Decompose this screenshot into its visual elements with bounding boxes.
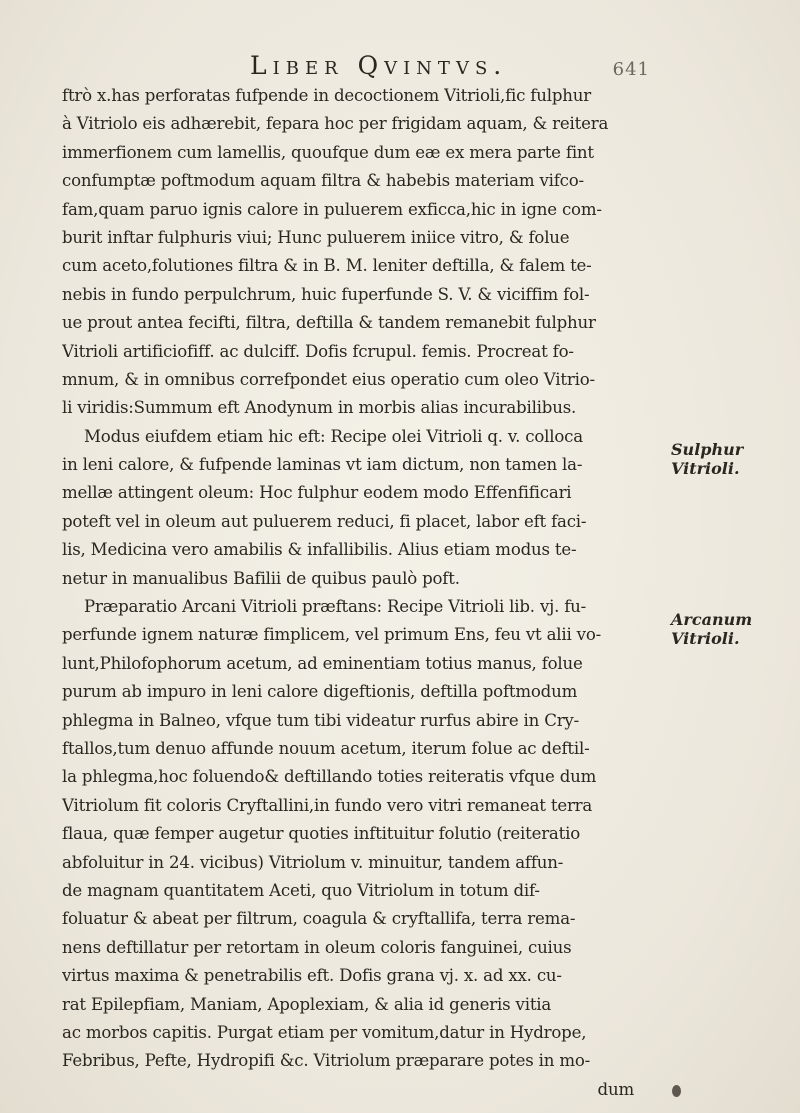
text-line: lunt,Philofophorum acetum, ad eminentiam totius manus, folue bbox=[62, 653, 583, 673]
text-line: flaua, quæ femper augetur quoties inftituitur folutio (reiteratio bbox=[62, 824, 580, 844]
text-line: cum aceto,folutiones filtra & in B. M. leniter deftilla, & falem te- bbox=[62, 256, 592, 276]
margin-note-arcanum: Arcanum Vitrioli. bbox=[671, 610, 753, 648]
ink-stain bbox=[672, 1085, 681, 1097]
body-text bbox=[62, 82, 662, 1104]
page-number: 641 bbox=[612, 59, 650, 80]
text-line: confumptæ poftmodum aquam filtra & habebis materiam vifco- bbox=[62, 171, 584, 191]
text-line: in leni calore, & fufpende laminas vt iam dictum, non tamen la- bbox=[62, 455, 583, 475]
text-line: nens deftillatur per retortam in oleum coloris fanguinei, cuius bbox=[62, 937, 572, 957]
text-line: netur in manualibus Bafilii de quibus paulò poft. bbox=[62, 568, 460, 588]
text-line: ftrò x.has perforatas fufpende in decoctionem Vitrioli,fic fulphur bbox=[62, 86, 591, 105]
text-line: li viridis:Summum eft Anodynum in morbis alias incurabilibus. bbox=[62, 398, 577, 418]
text-line: Febribus, Pefte, Hydropifi &c. Vitriolum præparare potes in mo- bbox=[62, 1051, 591, 1071]
margin-note-sulphur: Sulphur Vitrioli. bbox=[671, 440, 744, 478]
page-header bbox=[250, 44, 650, 80]
text-line: poteft vel in oleum aut puluerem reduci, fi placet, labor eft faci- bbox=[62, 511, 587, 531]
text-line: de magnam quantitatem Aceti, quo Vitriolum in totum dif- bbox=[62, 880, 540, 900]
text-line: virtus maxima & penetrabilis eft. Dofis grana vj. x. ad xx. cu- bbox=[62, 966, 562, 986]
text-line: purum ab impuro in leni calore digeftionis, deftilla poftmodum bbox=[62, 682, 578, 702]
text-line: la phlegma,hoc foluendo& deftillando toties reiteratis vfque dum bbox=[62, 767, 597, 787]
text-line: Vitrioli artificiofiff. ac dulciff. Dofis fcrupul. femis. Procreat fo- bbox=[62, 341, 574, 361]
text-line: ftallos,tum denuo affunde nouum acetum, iterum folue ac deftil- bbox=[62, 738, 590, 758]
text-line: mnum, & in omnibus correfpondet eius operatio cum oleo Vitrio- bbox=[62, 369, 595, 389]
text-line: abfoluitur in 24. vicibus) Vitriolum v. minuitur, tandem affun- bbox=[62, 852, 564, 872]
text-line: phlegma in Balneo, vfque tum tibi videatur rurfus abire in Cry- bbox=[62, 710, 580, 730]
text-line: Modus eiufdem etiam hic eft: Recipe olei Vitrioli q. v. colloca bbox=[84, 426, 583, 446]
text-line: rat Epilepfiam, Maniam, Apoplexiam, & alia id generis vitia bbox=[62, 994, 552, 1014]
text-line: lis, Medicina vero amabilis & infallibilis. Alius etiam modus te- bbox=[62, 540, 577, 560]
text-line: ac morbos capitis. Purgat etiam per vomitum,datur in Hydrope, bbox=[62, 1022, 587, 1042]
catchword: dum bbox=[597, 1079, 634, 1099]
text-line: burit inftar fulphuris viui; Hunc puluerem iniice vitro, & folue bbox=[62, 227, 570, 247]
text-line: foluatur & abeat per filtrum, coagula & cryftallifa, terra rema- bbox=[62, 909, 576, 929]
running-title: Liber Qvintvs. bbox=[250, 51, 508, 80]
text-line: nebis in fundo perpulchrum, huic fuperfunde S. V. & viciffim fol- bbox=[62, 284, 590, 304]
text-line: Præparatio Arcani Vitrioli præftans: Recipe Vitrioli lib. vj. fu- bbox=[84, 597, 587, 617]
text-line: Vitriolum fit coloris Cryftallini,in fundo vero vitri remaneat terra bbox=[62, 795, 593, 815]
text-line: fam,quam paruo ignis calore in puluerem exficca,hic in igne com- bbox=[62, 199, 602, 219]
text-line: mellæ attingent oleum: Hoc fulphur eodem modo Effenfificari bbox=[62, 483, 572, 503]
text-line: à Vitriolo eis adhærebit, fepara hoc per frigidam aquam, & reitera bbox=[62, 114, 609, 134]
text-line: perfunde ignem naturæ fimplicem, vel primum Ens, feu vt alii vo- bbox=[62, 625, 602, 645]
text-line: immerfionem cum lamellis, quoufque dum eæ ex mera parte fint bbox=[62, 142, 594, 162]
text-line: ue prout antea fecifti, filtra, deftilla & tandem remanebit fulphur bbox=[62, 313, 596, 333]
